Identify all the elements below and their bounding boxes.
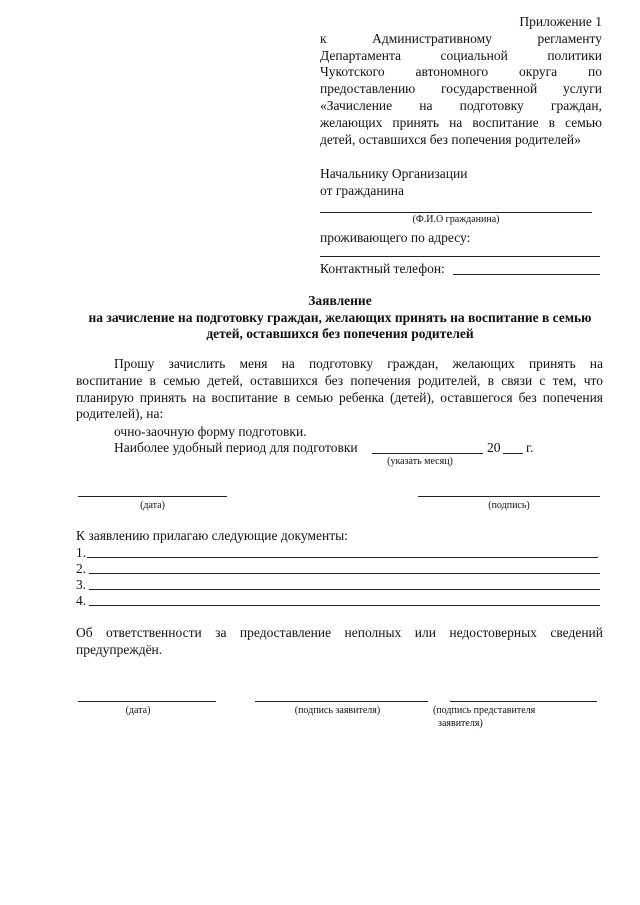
address-line [320,256,600,257]
appendix-title: Приложение 1 [519,14,602,29]
doc-subtitle-line: на зачисление на подготовку граждан, желающих принять на воспитание в семью [88,310,592,325]
signature-line [418,496,600,497]
appendix-line: «Зачисление на подготовку граждан, [320,97,602,113]
paragraph-line: планирую принять на воспитание в семью ребенка (детей), оставшегося без попечения [76,389,603,405]
document-item-number: 4. [76,593,87,608]
responsibility-note [76,625,603,659]
applicant-signature-line [255,701,428,702]
appendix-line: к Административному регламенту [320,30,602,46]
document-item-line [87,557,598,558]
appendix-line: Чукотского автономного округа по [320,64,602,80]
year-prefix: 20 [487,440,501,455]
paragraph-line: родителей), на: [76,406,164,422]
doc-subtitle-line: детей, оставшихся без попечения родителей [206,326,474,341]
period-blank [372,453,483,454]
representative-caption-line: (подпись представителя [433,705,536,716]
appendix-line: Департамента социальной политики [320,47,602,63]
responsibility-line: Об ответственности за предоставление неполных или недостоверных сведений [76,625,603,640]
request-paragraph [76,356,603,423]
year-suffix: г. [526,440,534,455]
document-item-number: 1. [76,545,87,560]
doc-title: Заявление [308,293,372,308]
representative-signature-line [450,701,597,702]
addressee-line2: от гражданина [320,183,404,198]
paragraph-line: Прошу зачислить меня на подготовку граждан, желающих принять на [114,356,603,371]
document-item-number: 3. [76,577,87,592]
fio-line [320,212,592,213]
document-item-line [89,589,600,590]
appendix-line: предоставлению государственной услуги [320,81,602,97]
address-label: проживающего по адресу: [320,230,471,245]
date-line [78,496,227,497]
signature-caption: (подпись) [488,500,530,511]
document-item-number: 2. [76,561,87,576]
month-caption: (указать месяц) [387,456,453,467]
date-caption: (дата) [125,705,151,716]
date-line [78,701,216,702]
form-line: очно-заочную форму подготовки. [114,424,307,439]
appendix-block [320,14,602,148]
fio-caption: (Ф.И.О гражданина) [412,214,500,225]
year-blank [503,453,523,454]
document-item-line [89,573,600,574]
document-item-line [89,605,600,606]
period-label: Наиболее удобный период для подготовки [114,440,358,455]
date-caption: (дата) [140,500,165,511]
applicant-signature-caption: (подпись заявителя) [294,705,381,716]
appendix-line: желающих принять на воспитание в семью [320,114,602,130]
paragraph-line: воспитание в семью детей, оставшихся без попечения родителей, в связи с тем, что [76,372,603,388]
addressee-line1: Начальнику Организации [320,166,468,181]
documents-heading: К заявлению прилагаю следующие документы: [76,528,348,543]
appendix-line: детей, оставшихся без попечения родителей» [320,131,581,147]
phone-line [453,274,600,275]
representative-caption-line: заявителя) [438,718,483,729]
phone-label: Контактный телефон: [320,261,445,276]
responsibility-line: предупреждён. [76,641,163,657]
